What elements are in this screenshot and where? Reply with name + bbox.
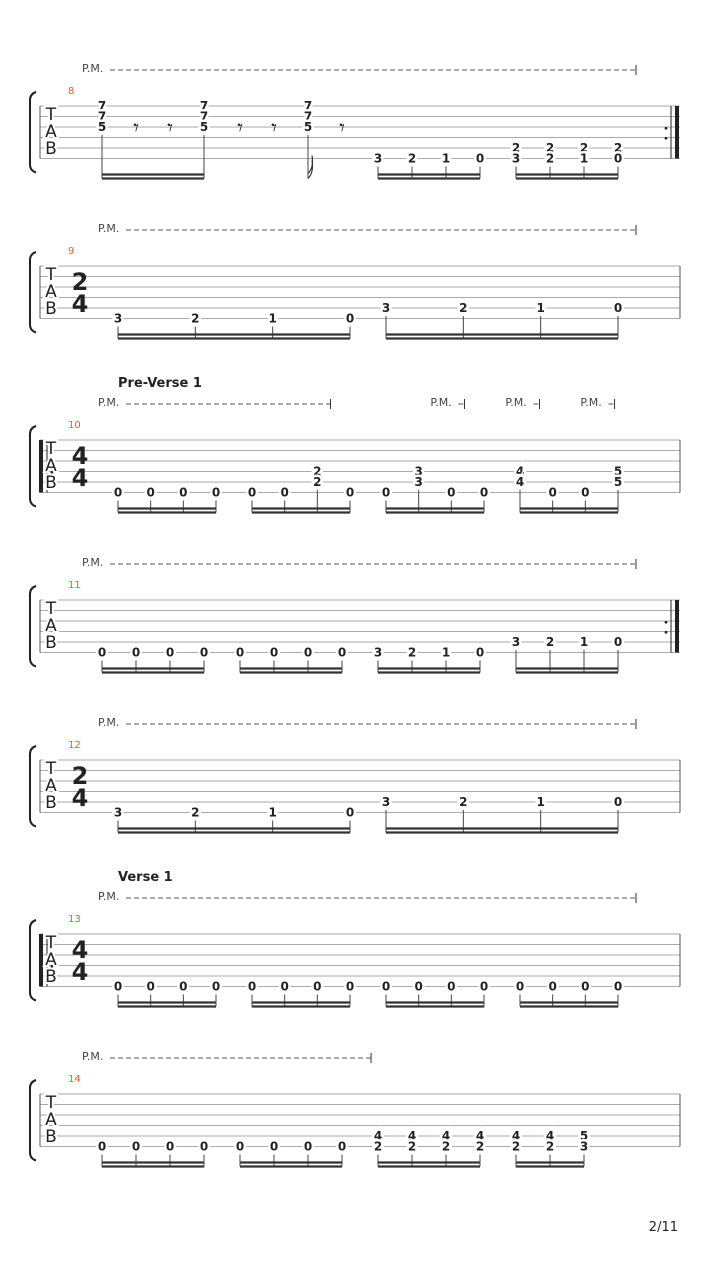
system-bracket: [30, 426, 36, 507]
fret-number: 3: [579, 1139, 589, 1154]
fret-number: 1: [441, 645, 451, 660]
palm-mute-label: P.M.: [98, 716, 120, 729]
fret-number: 0: [211, 979, 221, 994]
fret-number: 2: [313, 464, 322, 479]
tab-clef-letter: B: [45, 299, 57, 319]
system-bracket: [30, 586, 36, 667]
fret-number: 3: [373, 151, 383, 166]
fret-number: 2: [313, 475, 322, 489]
fret-number: 0: [235, 645, 245, 660]
tab-clef-letter: A: [45, 616, 57, 636]
fret-number: 2: [613, 141, 623, 155]
tab-clef-letter: T: [45, 759, 57, 779]
fret-number: 0: [165, 645, 175, 660]
fret-number: 1: [579, 635, 589, 649]
fret-number: 0: [613, 979, 623, 994]
fret-number: 3: [113, 311, 123, 326]
fret-number: 0: [475, 151, 485, 166]
palm-mute-label: P.M.: [82, 1050, 104, 1063]
fret-number: 0: [280, 485, 289, 500]
time-signature-top: 2: [71, 268, 89, 296]
fret-number: 0: [269, 1139, 279, 1154]
time-signature-bottom: 4: [71, 464, 89, 492]
fret-number: 2: [459, 301, 468, 315]
time-signature-top: 4: [71, 936, 89, 964]
fret-number: 0: [345, 979, 355, 994]
fret-number: 0: [581, 979, 590, 994]
fret-number: 0: [414, 979, 423, 994]
fret-number: 0: [303, 645, 313, 660]
palm-mute-label: P.M.: [82, 556, 104, 569]
fret-number: 4: [475, 1129, 485, 1143]
tab-clef-letter: B: [45, 793, 57, 813]
tab-clef-letter: B: [45, 633, 57, 653]
fret-number: 0: [97, 1139, 107, 1154]
fret-number: 1: [441, 151, 451, 166]
fret-number: 3: [381, 301, 391, 315]
fret-number: 2: [441, 1139, 451, 1154]
fret-number: 2: [511, 141, 521, 155]
fret-number: 0: [97, 645, 107, 660]
fret-number: 0: [345, 805, 355, 820]
tab-clef-letter: T: [45, 1093, 57, 1113]
system-bracket: [30, 92, 36, 173]
fret-number: 0: [247, 485, 257, 500]
tab-clef-letter: T: [45, 933, 57, 953]
fret-number: 1: [268, 311, 277, 326]
fret-number: 2: [545, 141, 555, 155]
fret-number: 0: [131, 645, 141, 660]
fret-number: 7: [97, 99, 107, 113]
fret-number: 0: [235, 1139, 245, 1154]
measure-number: 14: [68, 1074, 81, 1085]
tab-clef-letter: A: [45, 1110, 57, 1130]
tab-clef-letter: A: [45, 776, 57, 796]
fret-number: 0: [247, 979, 257, 994]
time-signature-bottom: 4: [71, 290, 89, 318]
page-number: 2/11: [648, 1220, 678, 1235]
fret-number: 5: [613, 464, 623, 479]
fret-number: 3: [414, 475, 423, 489]
fret-number: 0: [381, 979, 391, 994]
fret-number: 3: [414, 464, 423, 479]
fret-number: 2: [545, 635, 555, 649]
system-bracket: [30, 252, 36, 333]
section-label: Pre-Verse 1: [118, 376, 202, 391]
fret-number: 0: [199, 645, 209, 660]
fret-number: 5: [579, 1129, 589, 1143]
fret-number: 2: [459, 795, 468, 809]
rest-symbol: 𝄾: [339, 116, 345, 142]
fret-number: 0: [269, 645, 279, 660]
fret-number: 0: [581, 485, 590, 500]
rest-symbol: 𝄾: [167, 116, 173, 142]
fret-number: 2: [545, 151, 555, 166]
tab-clef-letter: T: [45, 265, 57, 285]
fret-number: 7: [303, 109, 313, 124]
fret-number: 3: [511, 635, 521, 649]
fret-number: 1: [536, 301, 545, 315]
rest-symbol: 𝄾: [271, 116, 277, 142]
fret-number: 4: [407, 1129, 417, 1143]
fret-number: 3: [113, 805, 123, 820]
fret-number: 0: [280, 979, 289, 994]
fret-number: 2: [511, 1139, 521, 1154]
tab-clef-letter: A: [45, 122, 57, 142]
fret-number: 0: [337, 645, 347, 660]
fret-number: 3: [511, 151, 521, 166]
fret-number: 0: [179, 979, 188, 994]
fret-number: 2: [407, 1139, 417, 1154]
fret-number: 0: [548, 979, 557, 994]
fret-number: 0: [613, 635, 623, 649]
fret-number: 0: [146, 485, 155, 500]
fret-number: 2: [407, 151, 417, 166]
measure-number: 10: [68, 420, 81, 431]
fret-number: 0: [479, 979, 489, 994]
time-signature-top: 2: [71, 762, 89, 790]
fret-number: 1: [579, 151, 589, 166]
fret-number: 2: [579, 141, 589, 155]
fret-number: 4: [511, 1129, 521, 1143]
fret-number: 0: [165, 1139, 175, 1154]
repeat-dot: [665, 621, 668, 624]
system-bracket: [30, 1080, 36, 1161]
fret-number: 0: [131, 1139, 141, 1154]
fret-number: 0: [613, 301, 623, 315]
tab-clef-letter: B: [45, 1127, 57, 1147]
repeat-dot: [665, 137, 668, 140]
measure-number: 12: [68, 740, 81, 751]
repeat-dot: [665, 127, 668, 130]
fret-number: 0: [345, 485, 355, 500]
fret-number: 0: [313, 979, 322, 994]
fret-number: 4: [515, 464, 525, 479]
palm-mute-label: P.M.: [580, 396, 602, 409]
fret-number: 0: [345, 311, 355, 326]
fret-number: 5: [303, 120, 313, 134]
fret-number: 0: [479, 485, 489, 500]
fret-number: 0: [199, 1139, 209, 1154]
palm-mute-label: P.M.: [505, 396, 527, 409]
time-signature-bottom: 4: [71, 958, 89, 986]
fret-number: 7: [97, 109, 107, 124]
fret-number: 0: [515, 979, 525, 994]
tab-clef-letter: A: [45, 282, 57, 302]
palm-mute-label: P.M.: [82, 62, 104, 75]
fret-number: 2: [191, 311, 200, 326]
palm-mute-label: P.M.: [98, 396, 120, 409]
fret-number: 4: [373, 1129, 383, 1143]
fret-number: 0: [613, 795, 623, 809]
fret-number: 4: [515, 475, 525, 489]
fret-number: 0: [337, 1139, 347, 1154]
repeat-dot: [665, 631, 668, 634]
fret-number: 7: [303, 99, 313, 113]
fret-number: 7: [199, 99, 209, 113]
fret-number: 3: [373, 645, 383, 660]
fret-number: 0: [211, 485, 221, 500]
fret-number: 2: [545, 1139, 555, 1154]
fret-number: 1: [268, 805, 277, 820]
tab-clef-letter: A: [45, 950, 57, 970]
rest-symbol: 𝄾: [133, 116, 139, 142]
tab-clef-letter: T: [45, 439, 57, 459]
measure-number: 11: [68, 580, 81, 591]
fret-number: 3: [381, 795, 391, 809]
palm-mute-label: P.M.: [98, 890, 120, 903]
tab-clef-letter: T: [45, 105, 57, 125]
fret-number: 5: [613, 475, 623, 489]
tab-clef-letter: B: [45, 139, 57, 159]
tab-clef-letter: B: [45, 473, 57, 493]
fret-number: 0: [381, 485, 391, 500]
fret-number: 2: [475, 1139, 485, 1154]
fret-number: 4: [545, 1129, 555, 1143]
tab-clef-letter: A: [45, 456, 57, 476]
fret-number: 1: [536, 795, 545, 809]
system-bracket: [30, 920, 36, 1001]
fret-number: 7: [199, 109, 209, 124]
fret-number: 0: [475, 645, 485, 660]
fret-number: 0: [447, 485, 456, 500]
fret-number: 0: [113, 979, 123, 994]
tab-clef-letter: B: [45, 967, 57, 987]
time-signature-top: 4: [71, 442, 89, 470]
measure-number: 9: [68, 246, 75, 257]
fret-number: 0: [303, 1139, 313, 1154]
time-signature-bottom: 4: [71, 784, 89, 812]
fret-number: 4: [441, 1129, 451, 1143]
fret-number: 2: [407, 645, 417, 660]
palm-mute-label: P.M.: [430, 396, 452, 409]
fret-number: 0: [113, 485, 123, 500]
fret-number: 0: [548, 485, 557, 500]
fret-number: 5: [97, 120, 107, 134]
measure-number: 8: [68, 86, 75, 97]
fret-number: 0: [179, 485, 188, 500]
rest-symbol: 𝄾: [237, 116, 243, 142]
palm-mute-label: P.M.: [98, 222, 120, 235]
tab-clef-letter: T: [45, 599, 57, 619]
fret-number: 0: [447, 979, 456, 994]
system-bracket: [30, 746, 36, 827]
fret-number: 5: [199, 120, 209, 134]
fret-number: 2: [191, 805, 200, 820]
measure-number: 13: [68, 914, 81, 925]
fret-number: 0: [613, 151, 623, 166]
section-label: Verse 1: [118, 870, 173, 885]
fret-number: 0: [146, 979, 155, 994]
fret-number: 2: [373, 1139, 383, 1154]
